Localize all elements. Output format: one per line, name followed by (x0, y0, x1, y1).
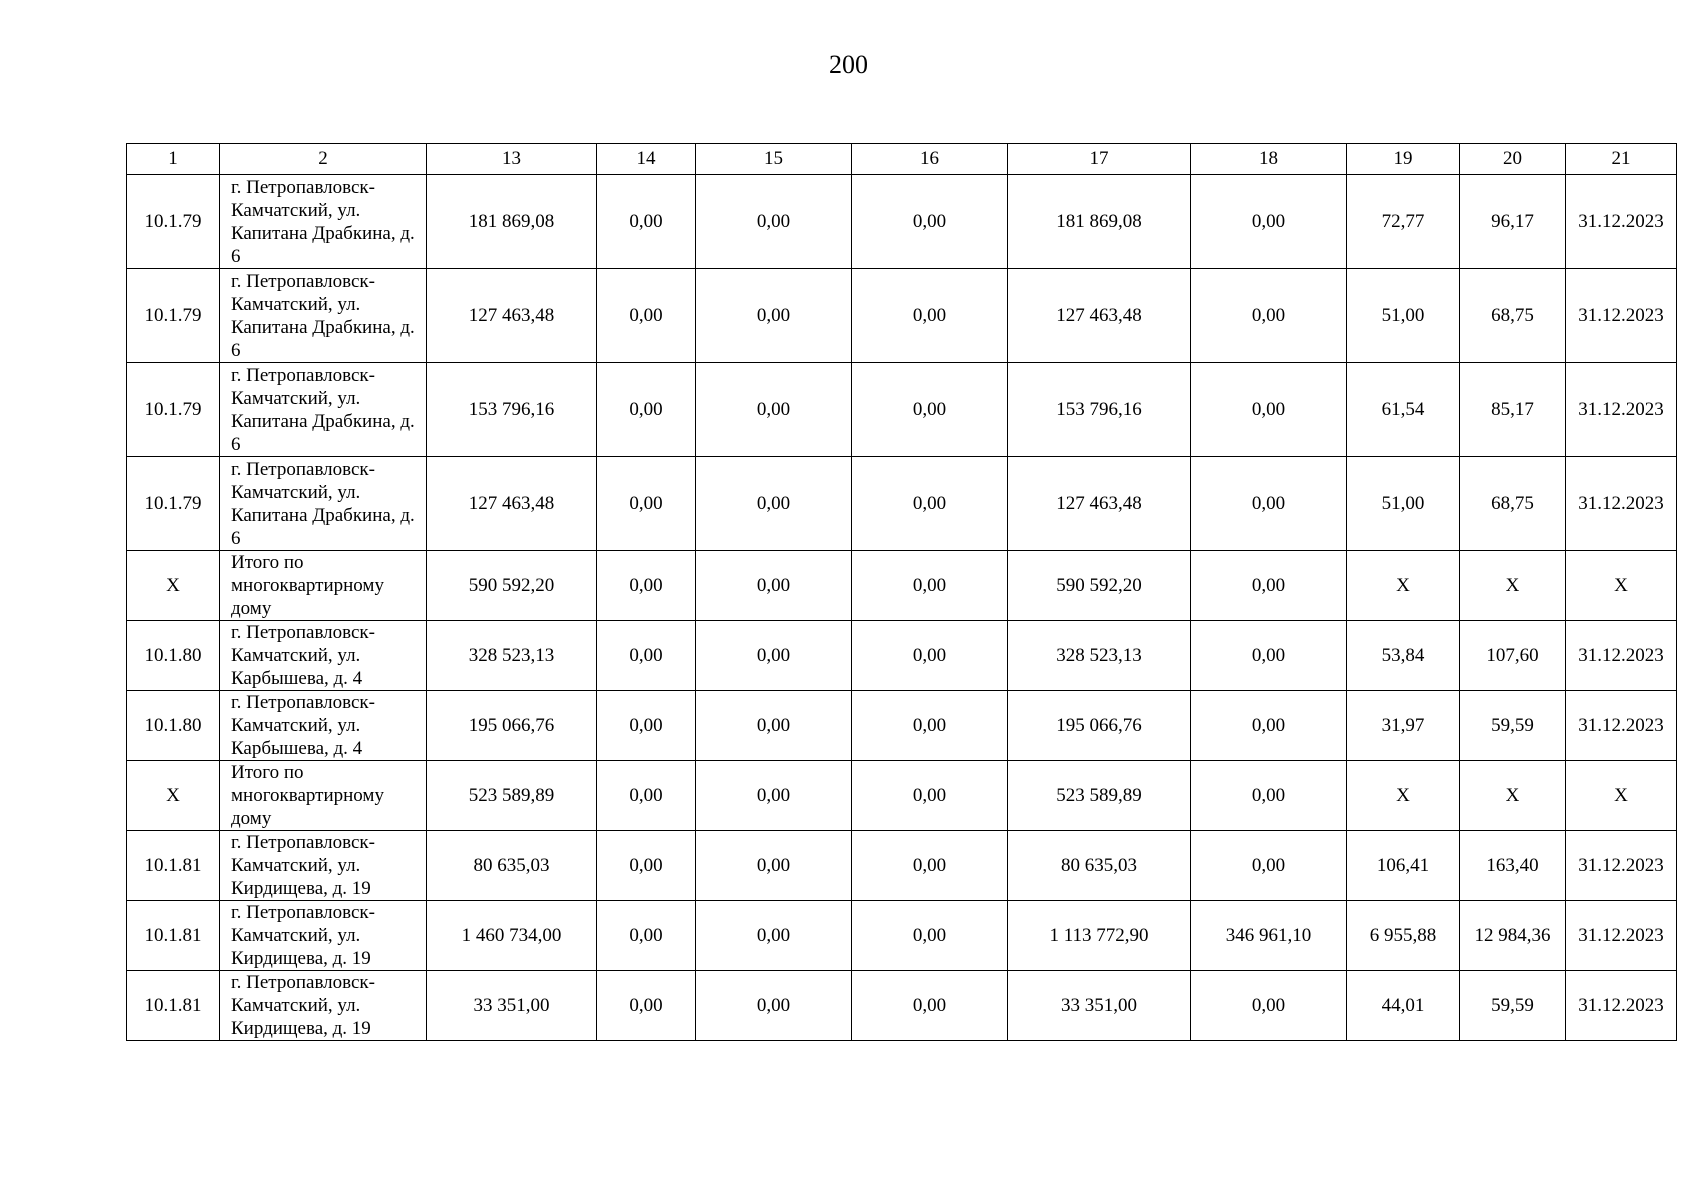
table-cell: 0,00 (852, 971, 1008, 1041)
address-cell: г. Петропавловск-Камчатский, ул. Капитана Драбкина, д. 6 (220, 269, 427, 363)
table-cell: 31.12.2023 (1566, 971, 1677, 1041)
table-cell: 72,77 (1347, 175, 1460, 269)
table-cell: 33 351,00 (1008, 971, 1191, 1041)
table-cell: 10.1.79 (127, 175, 220, 269)
table-cell: 0,00 (1191, 269, 1347, 363)
col-header: 16 (852, 144, 1008, 175)
data-table (126, 143, 1677, 1041)
table-cell: 31.12.2023 (1566, 621, 1677, 691)
table-cell: 1 113 772,90 (1008, 901, 1191, 971)
table-cell: 163,40 (1460, 831, 1566, 901)
table-cell: 68,75 (1460, 457, 1566, 551)
table-cell: 106,41 (1347, 831, 1460, 901)
table-cell: 0,00 (1191, 761, 1347, 831)
table-cell: 328 523,13 (1008, 621, 1191, 691)
table-cell: 53,84 (1347, 621, 1460, 691)
table-cell: 44,01 (1347, 971, 1460, 1041)
table-cell: Х (1566, 761, 1677, 831)
address-cell: г. Петропавловск-Камчатский, ул. Капитана Драбкина, д. 6 (220, 363, 427, 457)
address-cell: г. Петропавловск-Камчатский, ул. Капитана Драбкина, д. 6 (220, 457, 427, 551)
table-cell: 127 463,48 (427, 457, 597, 551)
address-cell: г. Петропавловск-Камчатский, ул. Кирдищева, д. 19 (220, 901, 427, 971)
table-cell: 0,00 (852, 175, 1008, 269)
table-cell: 0,00 (597, 691, 696, 761)
table-cell: 0,00 (696, 831, 852, 901)
table-cell: 10.1.80 (127, 621, 220, 691)
table-cell: 0,00 (852, 269, 1008, 363)
table-row (127, 457, 1677, 551)
table-cell: 0,00 (696, 551, 852, 621)
address-cell: г. Петропавловск-Камчатский, ул. Кирдищева, д. 19 (220, 831, 427, 901)
table-cell: 0,00 (696, 175, 852, 269)
table-cell: 96,17 (1460, 175, 1566, 269)
table-cell: Х (1566, 551, 1677, 621)
address-cell: г. Петропавловск-Камчатский, ул. Карбышева, д. 4 (220, 621, 427, 691)
table-cell: 31,97 (1347, 691, 1460, 761)
table-row (127, 901, 1677, 971)
table-cell: 127 463,48 (427, 269, 597, 363)
table-cell: 0,00 (597, 363, 696, 457)
table-cell: 31.12.2023 (1566, 457, 1677, 551)
table-cell: 10.1.81 (127, 901, 220, 971)
address-cell: г. Петропавловск-Камчатский, ул. Кирдищева, д. 19 (220, 971, 427, 1041)
col-header: 18 (1191, 144, 1347, 175)
table-cell: 59,59 (1460, 691, 1566, 761)
table-cell: 0,00 (597, 269, 696, 363)
table-cell: 181 869,08 (1008, 175, 1191, 269)
table-cell: 181 869,08 (427, 175, 597, 269)
table-cell: 0,00 (1191, 971, 1347, 1041)
table-cell: 0,00 (852, 831, 1008, 901)
table-cell: 68,75 (1460, 269, 1566, 363)
table-cell: 127 463,48 (1008, 269, 1191, 363)
table-cell: 0,00 (597, 457, 696, 551)
table-cell: Х (127, 761, 220, 831)
table-cell: 0,00 (1191, 831, 1347, 901)
table-cell: 0,00 (696, 971, 852, 1041)
table-cell: 10.1.79 (127, 457, 220, 551)
table-cell: 0,00 (852, 691, 1008, 761)
table-cell: 6 955,88 (1347, 901, 1460, 971)
table-cell: 0,00 (696, 901, 852, 971)
table-cell: 590 592,20 (427, 551, 597, 621)
table-cell: 31.12.2023 (1566, 901, 1677, 971)
subtotal-label: Итого по многоквартирному дому (220, 761, 427, 831)
table-row (127, 363, 1677, 457)
subtotal-row (127, 761, 1677, 831)
table-cell: 51,00 (1347, 457, 1460, 551)
table-cell: Х (1460, 761, 1566, 831)
col-header: 17 (1008, 144, 1191, 175)
table-cell: 0,00 (597, 551, 696, 621)
col-header: 14 (597, 144, 696, 175)
table-cell: 0,00 (597, 175, 696, 269)
table-cell: 0,00 (696, 761, 852, 831)
table-cell: 10.1.79 (127, 363, 220, 457)
table-cell: 0,00 (597, 971, 696, 1041)
table-cell: 0,00 (597, 901, 696, 971)
table-cell: 0,00 (696, 691, 852, 761)
table-cell: 31.12.2023 (1566, 175, 1677, 269)
table-cell: 80 635,03 (1008, 831, 1191, 901)
table-cell: 59,59 (1460, 971, 1566, 1041)
table-cell: 0,00 (597, 621, 696, 691)
table-cell: 10.1.81 (127, 971, 220, 1041)
address-cell: г. Петропавловск-Камчатский, ул. Карбышева, д. 4 (220, 691, 427, 761)
table-row (127, 175, 1677, 269)
table-cell: 127 463,48 (1008, 457, 1191, 551)
table-cell: 1 460 734,00 (427, 901, 597, 971)
col-header: 21 (1566, 144, 1677, 175)
table-cell: 31.12.2023 (1566, 269, 1677, 363)
table-cell: 80 635,03 (427, 831, 597, 901)
table-row (127, 621, 1677, 691)
address-cell: г. Петропавловск-Камчатский, ул. Капитана Драбкина, д. 6 (220, 175, 427, 269)
table-row (127, 269, 1677, 363)
table-cell: 31.12.2023 (1566, 691, 1677, 761)
subtotal-row (127, 551, 1677, 621)
table-cell: 0,00 (696, 363, 852, 457)
col-header: 20 (1460, 144, 1566, 175)
table-cell: 85,17 (1460, 363, 1566, 457)
col-header: 13 (427, 144, 597, 175)
subtotal-label: Итого по многоквартирному дому (220, 551, 427, 621)
table-row (127, 971, 1677, 1041)
col-header: 15 (696, 144, 852, 175)
table-cell: 0,00 (696, 457, 852, 551)
table-cell: 346 961,10 (1191, 901, 1347, 971)
table-cell: 0,00 (1191, 621, 1347, 691)
table-cell: 0,00 (852, 761, 1008, 831)
table-cell: Х (1347, 761, 1460, 831)
table-cell: 0,00 (1191, 691, 1347, 761)
header-row (127, 144, 1677, 175)
table-cell: 107,60 (1460, 621, 1566, 691)
table-cell: 0,00 (696, 621, 852, 691)
table-cell: 10.1.79 (127, 269, 220, 363)
table-cell: 0,00 (597, 761, 696, 831)
table-cell: 61,54 (1347, 363, 1460, 457)
table-cell: 195 066,76 (427, 691, 597, 761)
table-cell: 0,00 (852, 363, 1008, 457)
table-cell: 31.12.2023 (1566, 363, 1677, 457)
table-cell: 0,00 (1191, 551, 1347, 621)
col-header: 2 (220, 144, 427, 175)
table-row (127, 831, 1677, 901)
table-cell: 0,00 (852, 457, 1008, 551)
table-row (127, 691, 1677, 761)
table-cell: 153 796,16 (1008, 363, 1191, 457)
table-cell: 0,00 (852, 901, 1008, 971)
table-cell: 10.1.81 (127, 831, 220, 901)
table-cell: Х (1460, 551, 1566, 621)
table-cell: 31.12.2023 (1566, 831, 1677, 901)
table-cell: 51,00 (1347, 269, 1460, 363)
table-cell: Х (1347, 551, 1460, 621)
table-cell: Х (127, 551, 220, 621)
table-cell: 0,00 (1191, 175, 1347, 269)
table-cell: 10.1.80 (127, 691, 220, 761)
col-header: 19 (1347, 144, 1460, 175)
table-cell: 590 592,20 (1008, 551, 1191, 621)
table-cell: 12 984,36 (1460, 901, 1566, 971)
table-cell: 195 066,76 (1008, 691, 1191, 761)
col-header: 1 (127, 144, 220, 175)
table-cell: 153 796,16 (427, 363, 597, 457)
table-cell: 328 523,13 (427, 621, 597, 691)
table-cell: 0,00 (1191, 457, 1347, 551)
table-cell: 523 589,89 (1008, 761, 1191, 831)
table-cell: 0,00 (597, 831, 696, 901)
table-cell: 0,00 (852, 621, 1008, 691)
page-number: 200 (829, 50, 868, 79)
table-cell: 33 351,00 (427, 971, 597, 1041)
table-cell: 0,00 (1191, 363, 1347, 457)
table-cell: 0,00 (696, 269, 852, 363)
table-cell: 523 589,89 (427, 761, 597, 831)
table-cell: 0,00 (852, 551, 1008, 621)
